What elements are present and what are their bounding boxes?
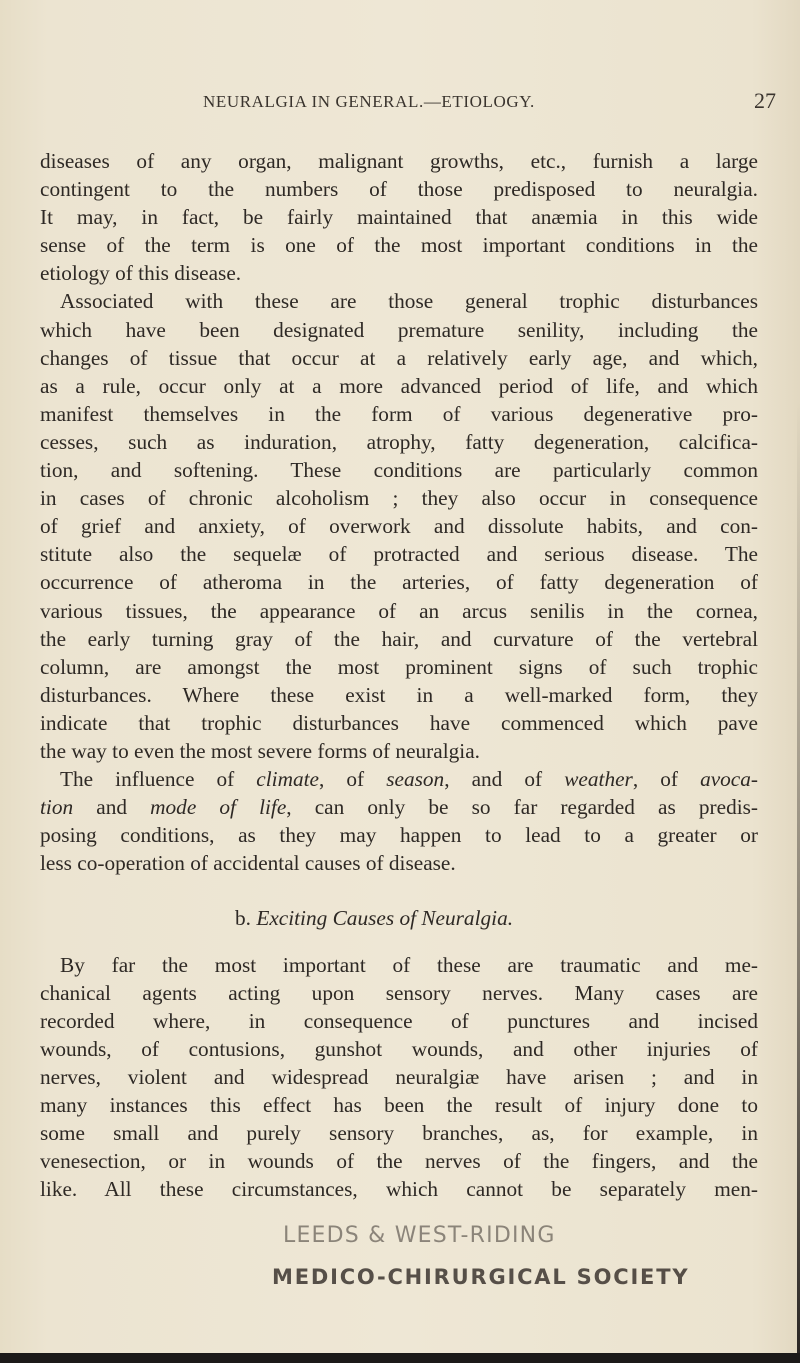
text-line: in cases of chronic alcoholism ; they also occur in consequence — [40, 486, 758, 511]
italic-term: mode of life — [150, 795, 287, 820]
italic-term: tion — [40, 795, 74, 820]
text-line: wounds, of contusions, gunshot wounds, and other injuries of — [40, 1036, 758, 1061]
text-line: many instances this effect has been the result of injury done to — [40, 1093, 758, 1117]
section-label: b. — [235, 906, 251, 931]
text-line: The influence of climate, of season, and of weather, of avoca- — [60, 767, 759, 792]
text-line: cesses, such as induration, atrophy, fatty degeneration, calcifica- — [40, 429, 758, 454]
text-line: sense of the term is one of the most important conditions in the — [40, 233, 758, 258]
text-line: By far the most important of these are traumatic and me- — [60, 952, 758, 977]
text-line: changes of tissue that occur at a relatively early age, and which, — [40, 345, 758, 370]
section-title: Exciting Causes of Neuralgia. — [256, 906, 514, 931]
text-line: less co-operation of accidental causes of disease. — [40, 851, 456, 876]
text-line: etiology of this disease. — [40, 261, 242, 286]
library-stamp-line-1: LEEDS & WEST-RIDING — [283, 1223, 556, 1248]
text-line: venesection, or in wounds of the nerves of the fingers, and the — [40, 1149, 758, 1174]
text-line: of grief and anxiety, of overwork and dissolute habits, and con- — [40, 514, 758, 539]
text-line: which have been designated premature senility, including the — [40, 317, 758, 342]
text-line: occurrence of atheroma in the arteries, of fatty degeneration of — [40, 570, 758, 595]
text-line: stitute also the sequelæ of protracted and serious disease. The — [40, 542, 758, 567]
text-line: some small and purely sensory branches, as, for example, in — [40, 1121, 758, 1146]
text-line: chanical agents acting upon sensory nerves. Many cases are — [40, 980, 758, 1005]
text-line: various tissues, the appearance of an arcus senilis in the cornea, — [40, 598, 758, 623]
text-line: Associated with these are those general trophic disturbances — [60, 289, 758, 314]
text-line: recorded where, in consequence of punctures and incised — [40, 1008, 758, 1033]
text-line: tion, and softening. These conditions are particularly common — [40, 458, 758, 483]
text-line: the way to even the most severe forms of neuralgia. — [40, 738, 480, 763]
text-line: the early turning gray of the hair, and curvature of the vertebral — [40, 626, 758, 651]
text-line: as a rule, occur only at a more advanced period of life, and which — [40, 373, 758, 398]
italic-term: season — [386, 767, 445, 792]
text-line: column, are amongst the most prominent signs of such trophic — [40, 654, 758, 679]
running-head: NEURALGIA IN GENERAL.—ETIOLOGY. — [203, 92, 535, 111]
text-line: contingent to the numbers of those predisposed to neuralgia. — [40, 177, 758, 202]
text-line: nerves, violent and widespread neuralgiæ have arisen ; and in — [40, 1064, 758, 1089]
page-number: 27 — [754, 88, 776, 113]
italic-term: weather — [564, 767, 633, 792]
text-line: indicate that trophic disturbances have commenced which pave — [40, 710, 758, 735]
text-line: posing conditions, as they may happen to lead to a greater or — [40, 823, 758, 848]
library-stamp-line-2: MEDICO-CHIRURGICAL SOCIETY — [272, 1265, 690, 1289]
text-line: manifest themselves in the form of various degenerative pro- — [40, 401, 758, 426]
text-line: It may, in fact, be fairly maintained that anæmia in this wide — [40, 205, 758, 230]
text-line: diseases of any organ, malignant growths, etc., furnish a large — [40, 149, 758, 173]
text-line: like. All these circumstances, which cannot be separately men- — [40, 1177, 758, 1202]
text-line: tion and mode of life, can only be so far regarded as predis- — [40, 795, 759, 820]
text-line: disturbances. Where these exist in a well-marked form, they — [40, 682, 758, 707]
body-text — [40, 147, 758, 1203]
italic-term: climate — [256, 767, 319, 792]
italic-term: avoca- — [700, 767, 759, 792]
section-heading — [40, 904, 758, 932]
page-bottom-edge — [0, 1353, 800, 1363]
